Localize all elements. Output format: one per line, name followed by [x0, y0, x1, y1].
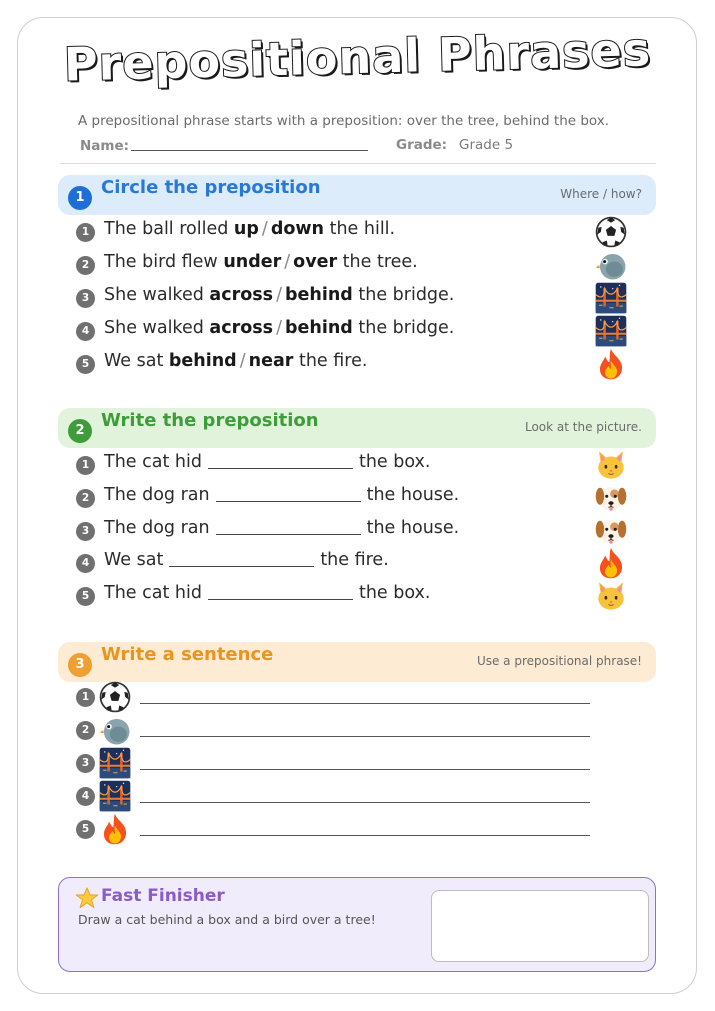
fast-finisher-box	[58, 877, 656, 972]
section-number: 2	[68, 419, 92, 443]
fire-icon	[98, 812, 132, 846]
sentence-item	[76, 779, 596, 813]
intro-text: A prepositional phrase starts with a preposition: over the tree, behind the box.	[78, 113, 610, 129]
section-2-header	[58, 408, 656, 448]
item-sentence: The ball rolled up / down the hill.	[104, 219, 396, 239]
bridge-icon	[98, 779, 132, 813]
item-number: 1	[76, 456, 95, 475]
cat-icon	[594, 448, 628, 482]
item-number: 2	[76, 489, 95, 508]
grade-label: Grade:	[396, 137, 448, 153]
sentence-write-line[interactable]	[140, 802, 590, 803]
fire-icon	[594, 546, 628, 580]
bridge-icon	[98, 746, 132, 780]
circle-item	[76, 285, 636, 311]
preposition-choice-a[interactable]: across	[209, 285, 274, 305]
answer-blank[interactable]	[216, 518, 361, 535]
section-heading: Write a sentence	[101, 644, 274, 665]
item-number: 5	[76, 820, 95, 839]
name-label: Name:	[80, 138, 130, 154]
section-heading: Circle the preposition	[101, 177, 321, 198]
item-number: 1	[76, 223, 95, 242]
sentence-write-line[interactable]	[140, 703, 590, 704]
preposition-choice-a[interactable]: behind	[168, 351, 237, 371]
bridge-icon	[594, 314, 628, 348]
fast-finisher-heading: Fast Finisher	[101, 886, 225, 906]
name-write-line[interactable]	[131, 137, 368, 151]
preposition-choice-b[interactable]: over	[293, 252, 338, 272]
item-sentence: The dog ran the house.	[104, 518, 460, 538]
bird-icon	[98, 713, 132, 747]
item-sentence: The cat hid the box.	[104, 452, 431, 472]
header-divider	[60, 163, 656, 164]
section-1-header	[58, 175, 656, 215]
fill-blank-item	[76, 583, 636, 609]
circle-item	[76, 219, 636, 245]
circle-item	[76, 318, 636, 344]
item-sentence: We sat the fire.	[104, 550, 389, 570]
item-number: 5	[76, 587, 95, 606]
dog-icon	[594, 481, 628, 515]
section-heading: Write the preposition	[101, 410, 319, 431]
circle-item	[76, 252, 636, 278]
item-sentence: She walked across / behind the bridge.	[104, 318, 455, 338]
preposition-choice-b[interactable]: near	[248, 351, 294, 371]
item-sentence: We sat behind / near the fire.	[104, 351, 368, 371]
sentence-item	[76, 812, 596, 846]
bridge-icon	[594, 281, 628, 315]
preposition-choice-b[interactable]: behind	[284, 318, 353, 338]
item-number: 4	[76, 322, 95, 341]
sentence-write-line[interactable]	[140, 835, 590, 836]
fill-blank-item	[76, 485, 636, 511]
fast-finisher-text: Draw a cat behind a box and a bird over a tree!	[78, 912, 376, 927]
item-number: 3	[76, 754, 95, 773]
sentence-item	[76, 746, 596, 780]
item-sentence: The cat hid the box.	[104, 583, 431, 603]
sentence-item	[76, 680, 596, 714]
item-number: 4	[76, 554, 95, 573]
preposition-choice-a[interactable]: up	[233, 219, 259, 239]
soccer-ball-icon	[98, 680, 132, 714]
section-hint: Where / how?	[560, 187, 642, 201]
item-sentence: The dog ran the house.	[104, 485, 460, 505]
star-icon	[75, 886, 99, 910]
item-number: 4	[76, 787, 95, 806]
preposition-choice-a[interactable]: across	[209, 318, 274, 338]
item-number: 1	[76, 688, 95, 707]
answer-blank[interactable]	[216, 485, 361, 502]
soccer-ball-icon	[594, 215, 628, 249]
grade-value: Grade 5	[459, 137, 514, 153]
item-number: 3	[76, 289, 95, 308]
student-meta	[80, 137, 514, 154]
sentence-write-line[interactable]	[140, 769, 590, 770]
answer-blank[interactable]	[169, 550, 314, 567]
preposition-choice-a[interactable]: under	[223, 252, 282, 272]
sentence-write-line[interactable]	[140, 736, 590, 737]
section-number: 1	[68, 186, 92, 210]
bird-icon	[594, 248, 628, 282]
item-sentence: The bird flew under / over the tree.	[104, 252, 418, 272]
section-hint: Use a prepositional phrase!	[476, 654, 642, 668]
answer-blank[interactable]	[208, 452, 353, 469]
item-number: 2	[76, 256, 95, 275]
drawing-area[interactable]	[431, 890, 649, 962]
item-number: 3	[76, 522, 95, 541]
answer-blank[interactable]	[208, 583, 353, 600]
item-number: 2	[76, 721, 95, 740]
item-number: 5	[76, 355, 95, 374]
fire-icon	[594, 347, 628, 381]
worksheet-title: Prepositional Phrases	[63, 22, 652, 92]
fill-blank-item	[76, 518, 636, 544]
preposition-choice-b[interactable]: behind	[284, 285, 353, 305]
circle-item	[76, 351, 636, 377]
cat-icon	[594, 579, 628, 613]
section-number: 3	[68, 653, 92, 677]
preposition-choice-b[interactable]: down	[270, 219, 325, 239]
item-sentence: She walked across / behind the bridge.	[104, 285, 455, 305]
sentence-item	[76, 713, 596, 747]
dog-icon	[594, 514, 628, 548]
section-hint: Look at the picture.	[524, 420, 642, 434]
fill-blank-item	[76, 550, 636, 576]
section-3-header	[58, 642, 656, 682]
fill-blank-item	[76, 452, 636, 478]
